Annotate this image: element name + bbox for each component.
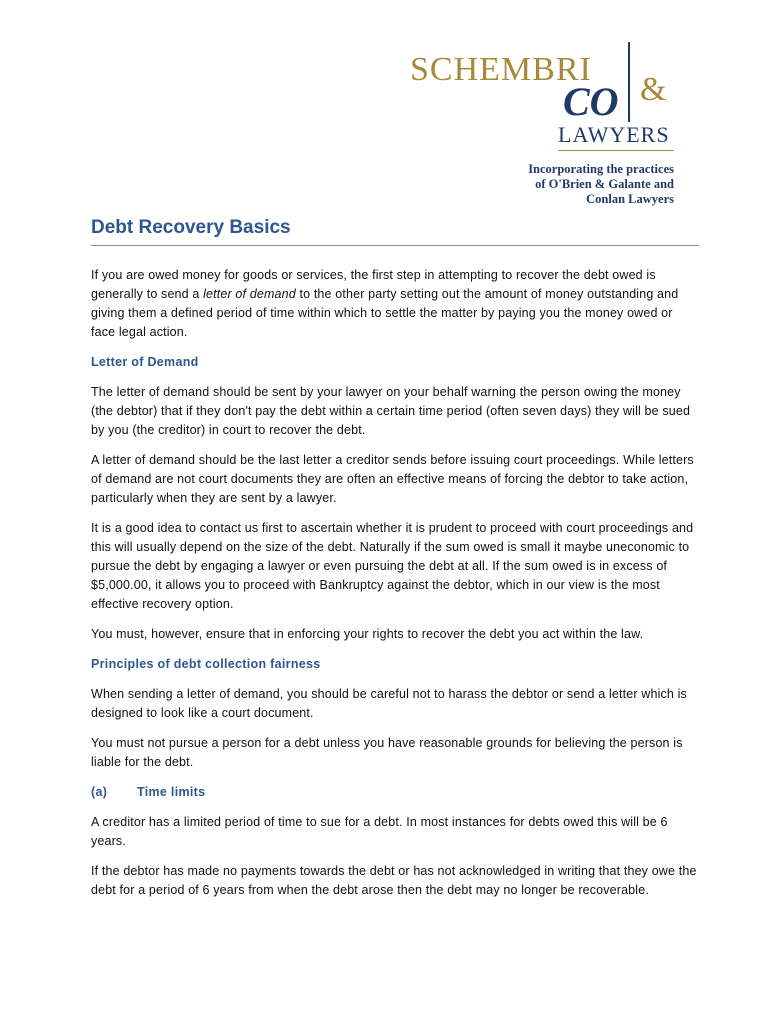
intro-emphasis: letter of demand <box>203 287 296 301</box>
document-body <box>91 214 699 900</box>
logo-tagline-line: Conlan Lawyers <box>586 192 674 206</box>
intro-paragraph <box>91 266 699 342</box>
intro-text-before: If you are owed money for goods or services, the first step in attempting to recover the debt owed is generally to send a <box>91 268 656 301</box>
section-number: (a) <box>91 785 108 799</box>
logo-subtitle: LAWYERS <box>558 122 670 147</box>
logo-rule <box>558 150 674 151</box>
paragraph: You must, however, ensure that in enforcing your rights to recover the debt you act within the law. <box>91 627 644 641</box>
firm-logo <box>400 40 690 210</box>
section-heading-principles: Principles of debt collection fairness <box>91 657 321 671</box>
paragraph: If the debtor has made no payments towards the debt or has not acknowledged in writing that they owe the debt for a period of 6 years from when the debt arose then the debt may no longer be recoverable. <box>91 864 697 897</box>
logo-tagline <box>528 162 674 207</box>
logo-divider <box>628 42 630 122</box>
paragraph: A creditor has a limited period of time to sue for a debt. In most instances for debts owed this will be 6 years. <box>91 815 668 848</box>
logo-ampersand: & <box>640 71 667 108</box>
paragraph: The letter of demand should be sent by your lawyer on your behalf warning the person owing the money (the debtor) that if they don't pay the debt within a certain time period (often seven days) they will be sued by you (the creditor) in court to recover the debt. <box>91 385 691 437</box>
logo-name-line1: SCHEMBRI <box>410 51 592 88</box>
section-heading-time-limits <box>91 783 699 802</box>
logo-name-line2: CO <box>563 79 619 124</box>
intro-text-after: to the other party setting out the amount of money outstanding and giving them a defined period of time within which to settle the matter by paying you the money owed or face legal action. <box>91 287 679 339</box>
logo-tagline-line: of O'Brien & Galante and <box>535 177 674 191</box>
section-heading-letter-of-demand: Letter of Demand <box>91 355 199 369</box>
paragraph: You must not pursue a person for a debt unless you have reasonable grounds for believing the person is liable for the debt. <box>91 736 683 769</box>
document-title: Debt Recovery Basics <box>91 214 699 246</box>
paragraph: A letter of demand should be the last letter a creditor sends before issuing court proceedings. While letters of demand are not court documents they are often an effective means of forcing the debtor to take action, particularly when they are sent by a lawyer. <box>91 453 694 505</box>
logo-tagline-line: Incorporating the practices <box>528 162 674 176</box>
section-heading-text: Time limits <box>137 785 206 799</box>
paragraph: It is a good idea to contact us first to ascertain whether it is prudent to proceed with court proceedings and this will usually depend on the size of the debt. Naturally if the sum owed is small it maybe uneconomic to pursue the debt by engaging a lawyer or even pursuing the debt at all. If the sum owed is in excess of $5,000.00, it allows you to proceed with Bankruptcy against the debtor, which in our view is the most effective recovery option. <box>91 521 694 611</box>
paragraph: When sending a letter of demand, you should be careful not to harass the debtor or send a letter which is designed to look like a court document. <box>91 687 687 720</box>
